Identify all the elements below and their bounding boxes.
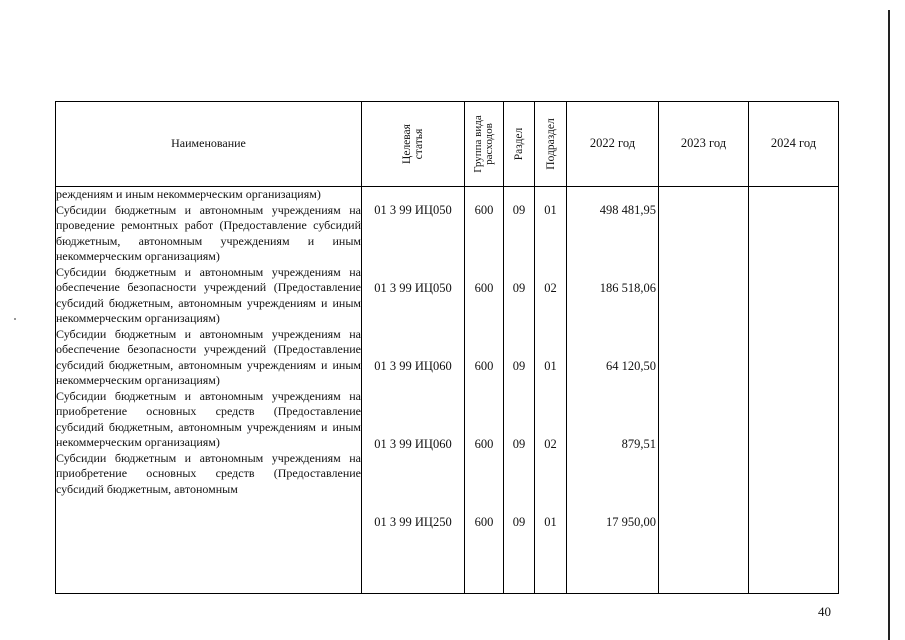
scan-speck: [14, 318, 16, 320]
cell-2022: 186 518,06: [599, 281, 656, 295]
cell-section: 09: [512, 203, 526, 217]
cell-subsection: 01: [544, 515, 557, 529]
budget-table: [55, 101, 839, 594]
table-body-row: [56, 187, 839, 594]
cell-target: 01 3 99 ИЦ050: [374, 281, 452, 295]
header-target-article: Целевая статья: [362, 102, 465, 187]
header-subsection: Подраздел: [535, 102, 567, 187]
header-section: Раздел: [504, 102, 535, 187]
year-2023-column: [659, 187, 749, 594]
names-column: [56, 187, 362, 594]
cell-section: 09: [512, 359, 526, 373]
target-article-column: [362, 187, 465, 594]
header-2024: 2024 год: [749, 102, 839, 187]
list-item: Субсидии бюджетным и автономным учреждениям на приобретение основных средств (Предоставление субсидий бюджетным, автономным: [56, 450, 361, 496]
cell-target: 01 3 99 ИЦ250: [374, 515, 452, 529]
cell-section: 09: [512, 281, 526, 295]
cell-group: 600: [474, 281, 494, 295]
expense-group-column: [465, 187, 504, 594]
section-column: [504, 187, 535, 594]
cell-section: 09: [512, 437, 526, 451]
cell-2022: 64 120,50: [606, 359, 656, 373]
cell-group: 600: [474, 359, 494, 373]
list-item: реждениям и иным некоммерческим организациям): [56, 187, 321, 201]
cell-section: 09: [512, 515, 526, 529]
cell-group: 600: [474, 437, 494, 451]
year-2024-column: [749, 187, 839, 594]
header-expense-group: Группа вида расходов: [465, 102, 504, 187]
list-item: Субсидии бюджетным и автономным учреждениям на обеспечение безопасности учреждений (Предоставление субсидий бюджетным, автономным учреждениям и иным некоммерческим организациям): [56, 264, 361, 325]
cell-target: 01 3 99 ИЦ050: [374, 203, 452, 217]
header-2022: 2022 год: [567, 102, 659, 187]
cell-2022: 879,51: [621, 437, 656, 451]
header-2023: 2023 год: [659, 102, 749, 187]
cell-subsection: 02: [544, 281, 557, 295]
subsection-column: [535, 187, 567, 594]
year-2022-column: [567, 187, 659, 594]
page-edge-rule: [888, 10, 890, 640]
cell-target: 01 3 99 ИЦ060: [374, 437, 452, 451]
page-number: 40: [818, 604, 831, 619]
cell-target: 01 3 99 ИЦ060: [374, 359, 452, 373]
cell-group: 600: [474, 515, 494, 529]
list-item: Субсидии бюджетным и автономным учреждениям на обеспечение безопасности учреждений (Предоставление субсидий бюджетным, автономным учреждениям и иным некоммерческим организациям): [56, 326, 361, 387]
header-name: Наименование: [56, 102, 362, 187]
header-row: [56, 102, 839, 187]
cell-subsection: 01: [544, 359, 557, 373]
cell-subsection: 01: [544, 203, 557, 217]
list-item: Субсидии бюджетным и автономным учреждениям на приобретение основных средств (Предоставление субсидий бюджетным, автономным учреждениям и иным некоммерческим организациям): [56, 388, 361, 449]
list-item: Субсидии бюджетным и автономным учреждениям на проведение ремонтных работ (Предоставление субсидий бюджетным, автономным учреждениям и иным некоммерческим организациям): [56, 202, 361, 263]
cell-group: 600: [474, 203, 494, 217]
cell-2022: 17 950,00: [606, 515, 656, 529]
cell-subsection: 02: [544, 437, 557, 451]
cell-2022: 498 481,95: [599, 203, 656, 217]
